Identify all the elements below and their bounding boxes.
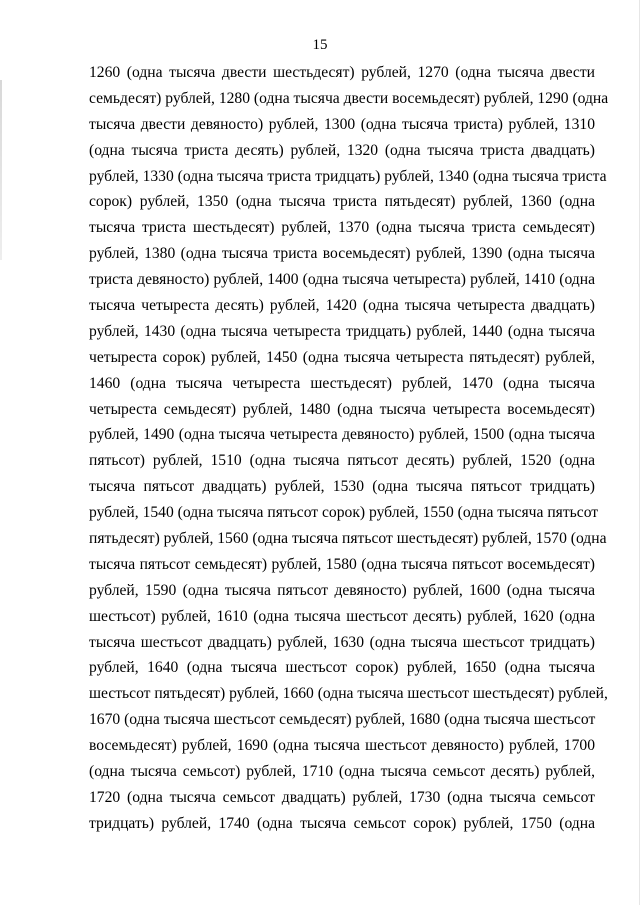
text-line: тысяча триста шестьдесят) рублей, 1370 (одна тысяча триста семьдесят) — [89, 219, 595, 237]
text-line: рублей, 1540 (одна тысяча пятьсот сорок) рублей, 1550 (одна тысяча пятьсот — [89, 504, 599, 522]
text-line: (одна тысяча семьсот) рублей, 1710 (одна тысяча семьсот десять) рублей, — [89, 763, 595, 781]
text-line: сорок) рублей, 1350 (одна тысяча триста пятьдесят) рублей, 1360 (одна — [89, 193, 595, 211]
text-line: тысяча двести девяносто) рублей, 1300 (одна тысяча триста) рублей, 1310 — [89, 115, 595, 133]
text-line: семьдесят) рублей, 1280 (одна тысяча двести восемьдесят) рублей, 1290 (одна — [89, 89, 609, 107]
text-line: 1460 (одна тысяча четыреста шестьдесят) рублей, 1470 (одна тысяча — [89, 374, 595, 392]
text-line: четыреста сорок) рублей, 1450 (одна тысяча четыреста пятьдесят) рублей, — [89, 348, 595, 366]
text-line: тысяча пятьсот семьдесят) рублей, 1580 (одна тысяча пятьсот восемьдесят) — [89, 555, 595, 573]
text-line: 1720 (одна тысяча семьсот двадцать) рублей, 1730 (одна тысяча семьсот — [89, 788, 595, 806]
text-line: рублей, 1380 (одна тысяча триста восемьдесят) рублей, 1390 (одна тысяча — [89, 245, 595, 263]
text-line: тридцать) рублей, 1740 (одна тысяча семьсот сорок) рублей, 1750 (одна — [89, 814, 595, 832]
text-line: рублей, 1430 (одна тысяча четыреста тридцать) рублей, 1440 (одна тысяча — [89, 322, 595, 340]
text-line: восемьдесят) рублей, 1690 (одна тысяча шестьсот девяносто) рублей, 1700 — [89, 737, 595, 755]
text-line: шестьсот пятьдесят) рублей, 1660 (одна тысяча шестьсот шестьдесят) рублей, — [89, 685, 608, 703]
text-line: пятьдесят) рублей, 1560 (одна тысяча пятьсот шестьдесят) рублей, 1570 (одна — [89, 530, 607, 548]
text-line: шестьсот) рублей, 1610 (одна тысяча шестьсот десять) рублей, 1620 (одна — [89, 607, 595, 625]
text-line: тысяча четыреста десять) рублей, 1420 (одна тысяча четыреста двадцать) — [89, 297, 595, 315]
text-line: тысяча пятьсот двадцать) рублей, 1530 (одна тысяча пятьсот тридцать) — [89, 478, 595, 496]
scan-edge-shadow — [0, 80, 2, 260]
text-line: 1260 (одна тысяча двести шестьдесят) рублей, 1270 (одна тысяча двести — [89, 64, 595, 81]
text-line: рублей, 1640 (одна тысяча шестьсот сорок) рублей, 1650 (одна тысяча — [89, 659, 595, 677]
text-line: триста девяносто) рублей, 1400 (одна тысяча четыреста) рублей, 1410 (одна — [89, 271, 595, 289]
body-text — [89, 60, 609, 837]
text-line: (одна тысяча триста десять) рублей, 1320 (одна тысяча триста двадцать) — [89, 141, 595, 159]
text-line: рублей, 1330 (одна тысяча триста тридцать) рублей, 1340 (одна тысяча триста — [89, 167, 607, 185]
page-number: 15 — [312, 37, 328, 53]
text-line: рублей, 1490 (одна тысяча четыреста девяносто) рублей, 1500 (одна тысяча — [89, 426, 595, 444]
text-line: пятьсот) рублей, 1510 (одна тысяча пятьсот десять) рублей, 1520 (одна — [89, 452, 595, 470]
text-line: рублей, 1590 (одна тысяча пятьсот девяносто) рублей, 1600 (одна тысяча — [89, 581, 595, 599]
text-line: четыреста семьдесят) рублей, 1480 (одна тысяча четыреста восемьдесят) — [89, 400, 595, 418]
text-line: 1670 (одна тысяча шестьсот семьдесят) рублей, 1680 (одна тысяча шестьсот — [89, 711, 596, 729]
text-line: тысяча шестьсот двадцать) рублей, 1630 (одна тысяча шестьсот тридцать) — [89, 633, 595, 651]
